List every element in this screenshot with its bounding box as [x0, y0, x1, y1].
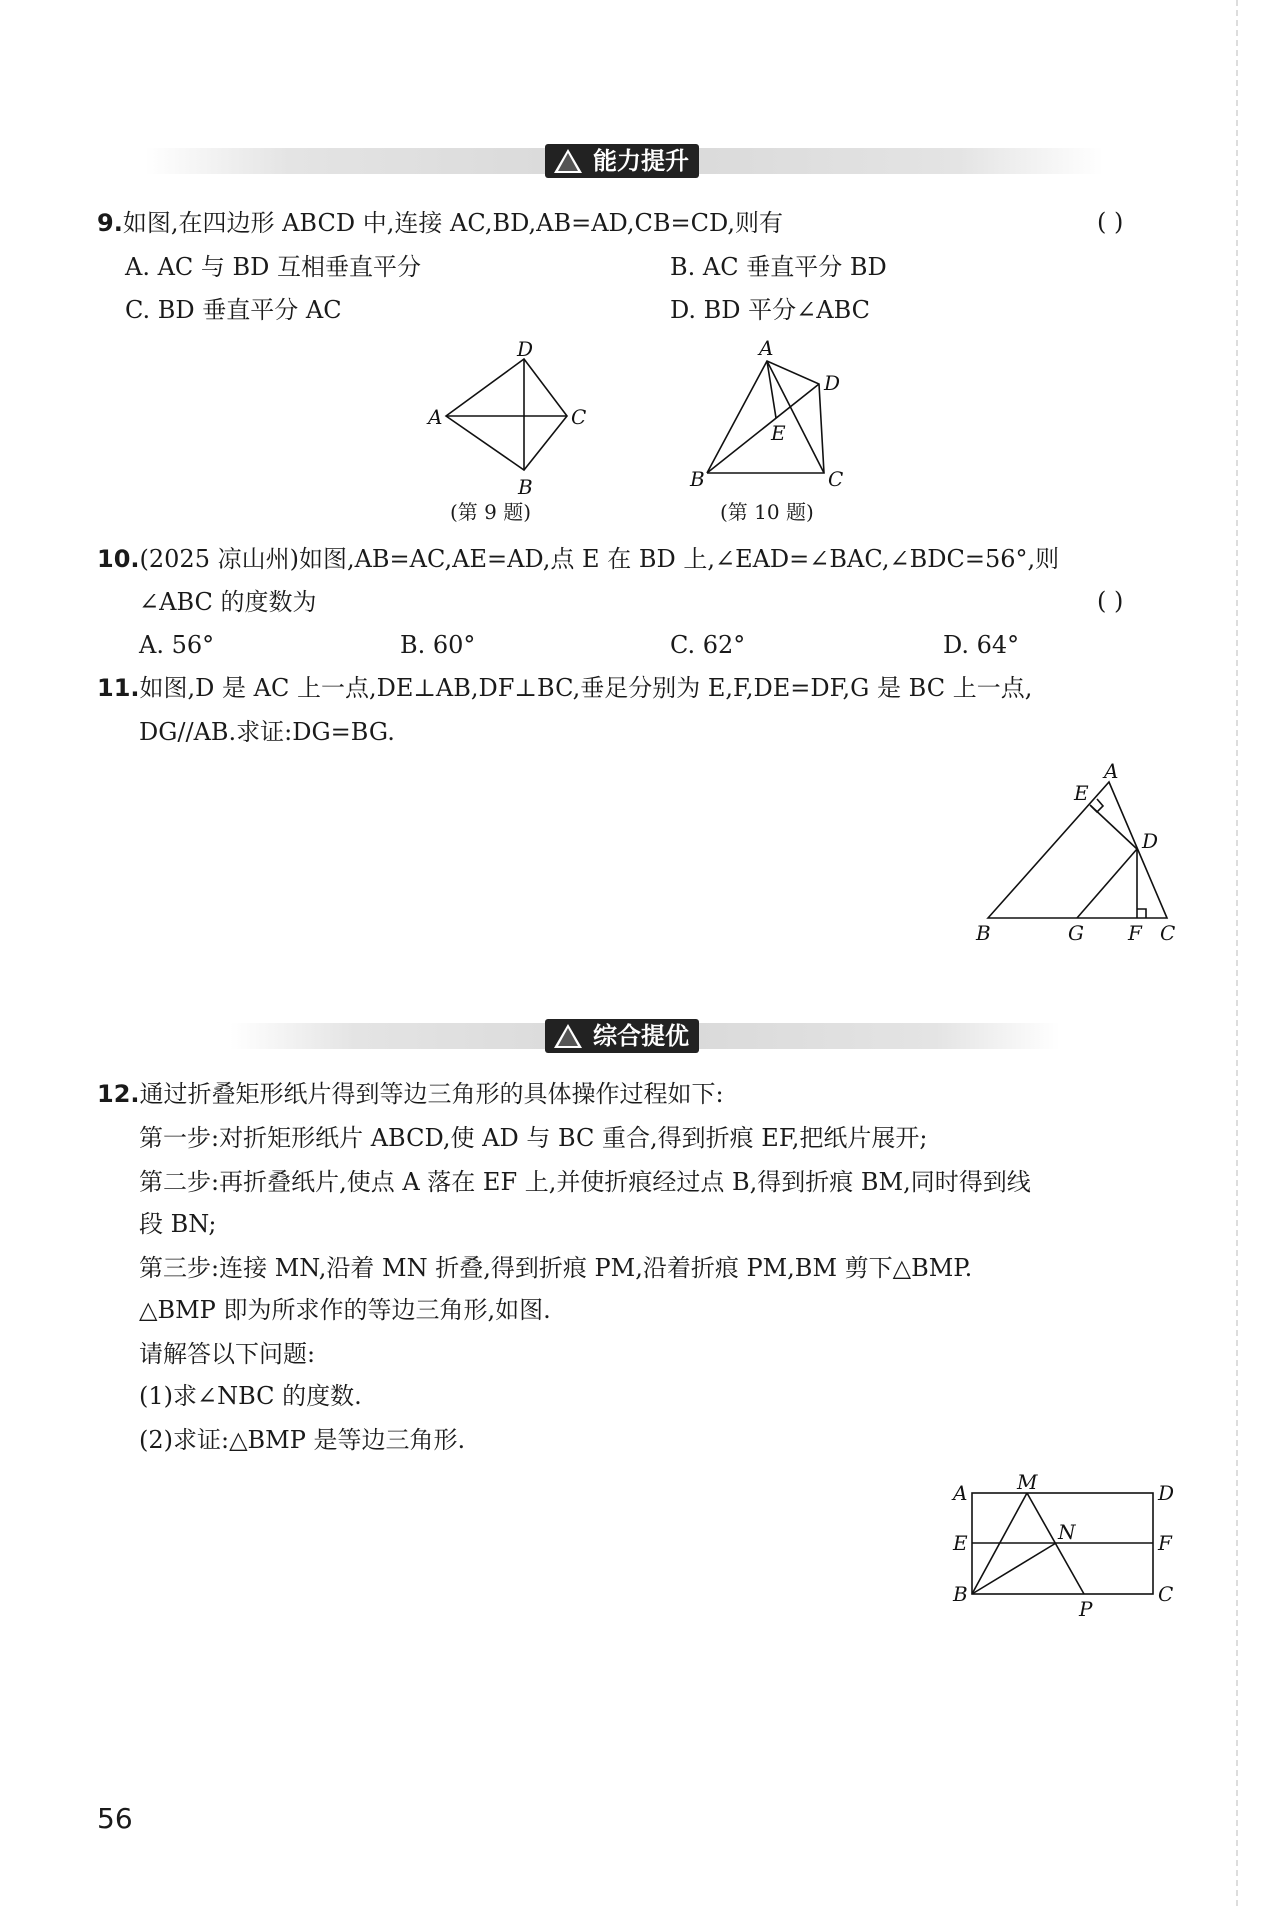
sub-question-2: (2)求证:△BMP 是等边三角形.: [139, 1426, 466, 1454]
figure-10: [689, 336, 843, 491]
point-label: E: [771, 421, 786, 445]
question-number: 11.: [97, 674, 140, 702]
question-text: ∠ABC 的度数为: [139, 588, 317, 616]
section-title: 综合提优: [593, 1022, 689, 1050]
question-text: 如图,D 是 AC 上一点,DE⊥AB,DF⊥BC,垂足分别为 E,F,DE=DF,G 是 BC 上一点,: [139, 674, 1033, 702]
segment-bn: [972, 1543, 1056, 1594]
figure-caption: (第 10 题): [720, 500, 814, 524]
question-text: DG//AB.求证:DG=BG.: [139, 718, 395, 746]
point-label: A: [953, 1481, 968, 1505]
point-label: M: [1017, 1470, 1038, 1494]
conclusion: △BMP 即为所求作的等边三角形,如图.: [139, 1296, 551, 1324]
segment-dg: [1077, 849, 1137, 918]
point-label: D: [1158, 1481, 1175, 1505]
question-number: 12.: [97, 1080, 140, 1108]
section-title: 能力提升: [593, 147, 689, 175]
point-label: D: [1142, 829, 1159, 853]
figure-12: [951, 1470, 1174, 1621]
point-label: B: [518, 475, 533, 499]
question-number: 9.: [97, 209, 123, 237]
right-angle-mark: [1137, 909, 1146, 918]
point-label: B: [976, 921, 991, 945]
question-number: 10.: [97, 545, 140, 573]
option-c: C. BD 垂直平分 AC: [125, 296, 342, 324]
step-2: 第二步:再折叠纸片,使点 A 落在 EF 上,并使折痕经过点 B,得到折痕 BM,同时得到线: [139, 1168, 1031, 1196]
step-2-cont: 段 BN;: [139, 1210, 217, 1238]
figure-11: [975, 759, 1175, 945]
point-label: F: [1158, 1531, 1172, 1555]
point-label: G: [1068, 921, 1084, 945]
page-number: 56: [97, 1802, 133, 1835]
figure-caption: (第 9 题): [450, 500, 532, 524]
sub-question-1: (1)求∠NBC 的度数.: [139, 1382, 362, 1410]
point-label: F: [1128, 921, 1142, 945]
question-text: 如图,在四边形 ABCD 中,连接 AC,BD,AB=AD,CB=CD,则有: [122, 209, 784, 237]
question-text: 通过折叠矩形纸片得到等边三角形的具体操作过程如下:: [139, 1080, 724, 1108]
option-a: A. AC 与 BD 互相垂直平分: [125, 253, 422, 281]
option-c: C. 62°: [670, 631, 746, 659]
option-b: B. AC 垂直平分 BD: [670, 253, 887, 281]
point-label: N: [1058, 1520, 1076, 1544]
figure-9: [426, 337, 586, 499]
point-label: P: [1079, 1597, 1093, 1621]
quadrilateral-abcd: [446, 359, 567, 470]
point-label: B: [690, 467, 705, 491]
prompt: 请解答以下问题:: [139, 1340, 316, 1368]
point-label: C: [571, 405, 587, 429]
step-3: 第三步:连接 MN,沿着 MN 折叠,得到折痕 PM,沿着折痕 PM,BM 剪下△BMP.: [139, 1254, 973, 1282]
point-label: D: [517, 337, 534, 361]
point-label: D: [824, 371, 841, 395]
step-1: 第一步:对折矩形纸片 ABCD,使 AD 与 BC 重合,得到折痕 EF,把纸片展开;: [139, 1124, 928, 1152]
point-label: E: [953, 1531, 968, 1555]
point-label: A: [1104, 759, 1119, 783]
answer-paren: ( ): [1097, 208, 1124, 236]
polygon: [707, 361, 824, 473]
point-label: A: [759, 336, 774, 360]
option-d: D. 64°: [943, 631, 1020, 659]
option-a: A. 56°: [139, 631, 215, 659]
point-label: B: [953, 1582, 968, 1606]
point-label: E: [1074, 781, 1089, 805]
point-label: C: [1158, 1582, 1174, 1606]
option-d: D. BD 平分∠ABC: [670, 296, 871, 324]
answer-paren: ( ): [1097, 587, 1124, 615]
point-label: C: [828, 467, 844, 491]
option-b: B. 60°: [400, 631, 476, 659]
point-label: C: [1160, 921, 1176, 945]
question-text: (2025 凉山州)如图,AB=AC,AE=AD,点 E 在 BD 上,∠EAD=∠BAC,∠BDC=56°,则: [139, 545, 1060, 573]
point-label: A: [428, 405, 443, 429]
